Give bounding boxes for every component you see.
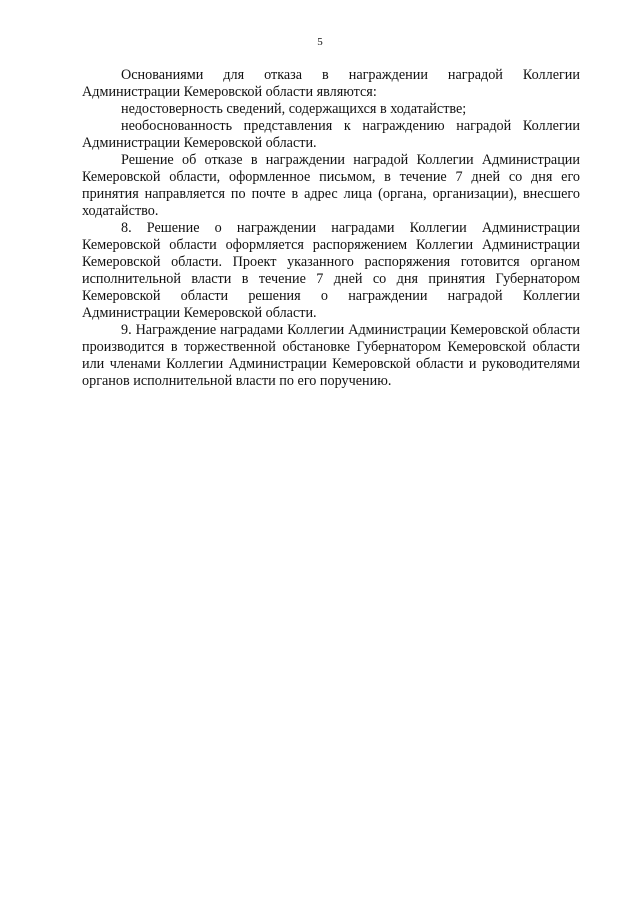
document-body <box>82 67 580 390</box>
paragraph-unreliable-info: недостоверность сведений, содержащихся в ходатайстве; <box>121 101 467 117</box>
paragraph-refusal-decision: Решение об отказе в награждении наградой Коллегии Администрации Кемеровской области, оформленное письмом, в течение 7 дней со дня его принятия направляется по почте в адрес лица (органа, организации), внесшего ходатайство. <box>82 152 580 219</box>
page-number: 5 <box>317 36 323 48</box>
paragraph-item-8: 8. Решение о награждении наградами Коллегии Администрации Кемеровской области оформляется распоряжением Коллегии Администрации Кемеровской области. Проект указанного распоряжения готовится органом исполнительной власти в течение 7 дней со дня принятия Губернатором Кемеровской области решения о награждении наградой Коллегии Администрации Кемеровской области. <box>82 220 580 321</box>
paragraph-refusal-grounds: Основаниями для отказа в награждении наградой Коллегии Администрации Кемеровской области являются: <box>82 67 580 100</box>
paragraph-unjustified-submission: необоснованность представления к награждению наградой Коллегии Администрации Кемеровской области. <box>82 118 580 151</box>
paragraph-item-9: 9. Награждение наградами Коллегии Администрации Кемеровской области производится в торжественной обстановке Губернатором Кемеровской области или членами Коллегии Администрации Кемеровской области и руководителями органов исполнительной власти по его поручению. <box>82 322 580 389</box>
